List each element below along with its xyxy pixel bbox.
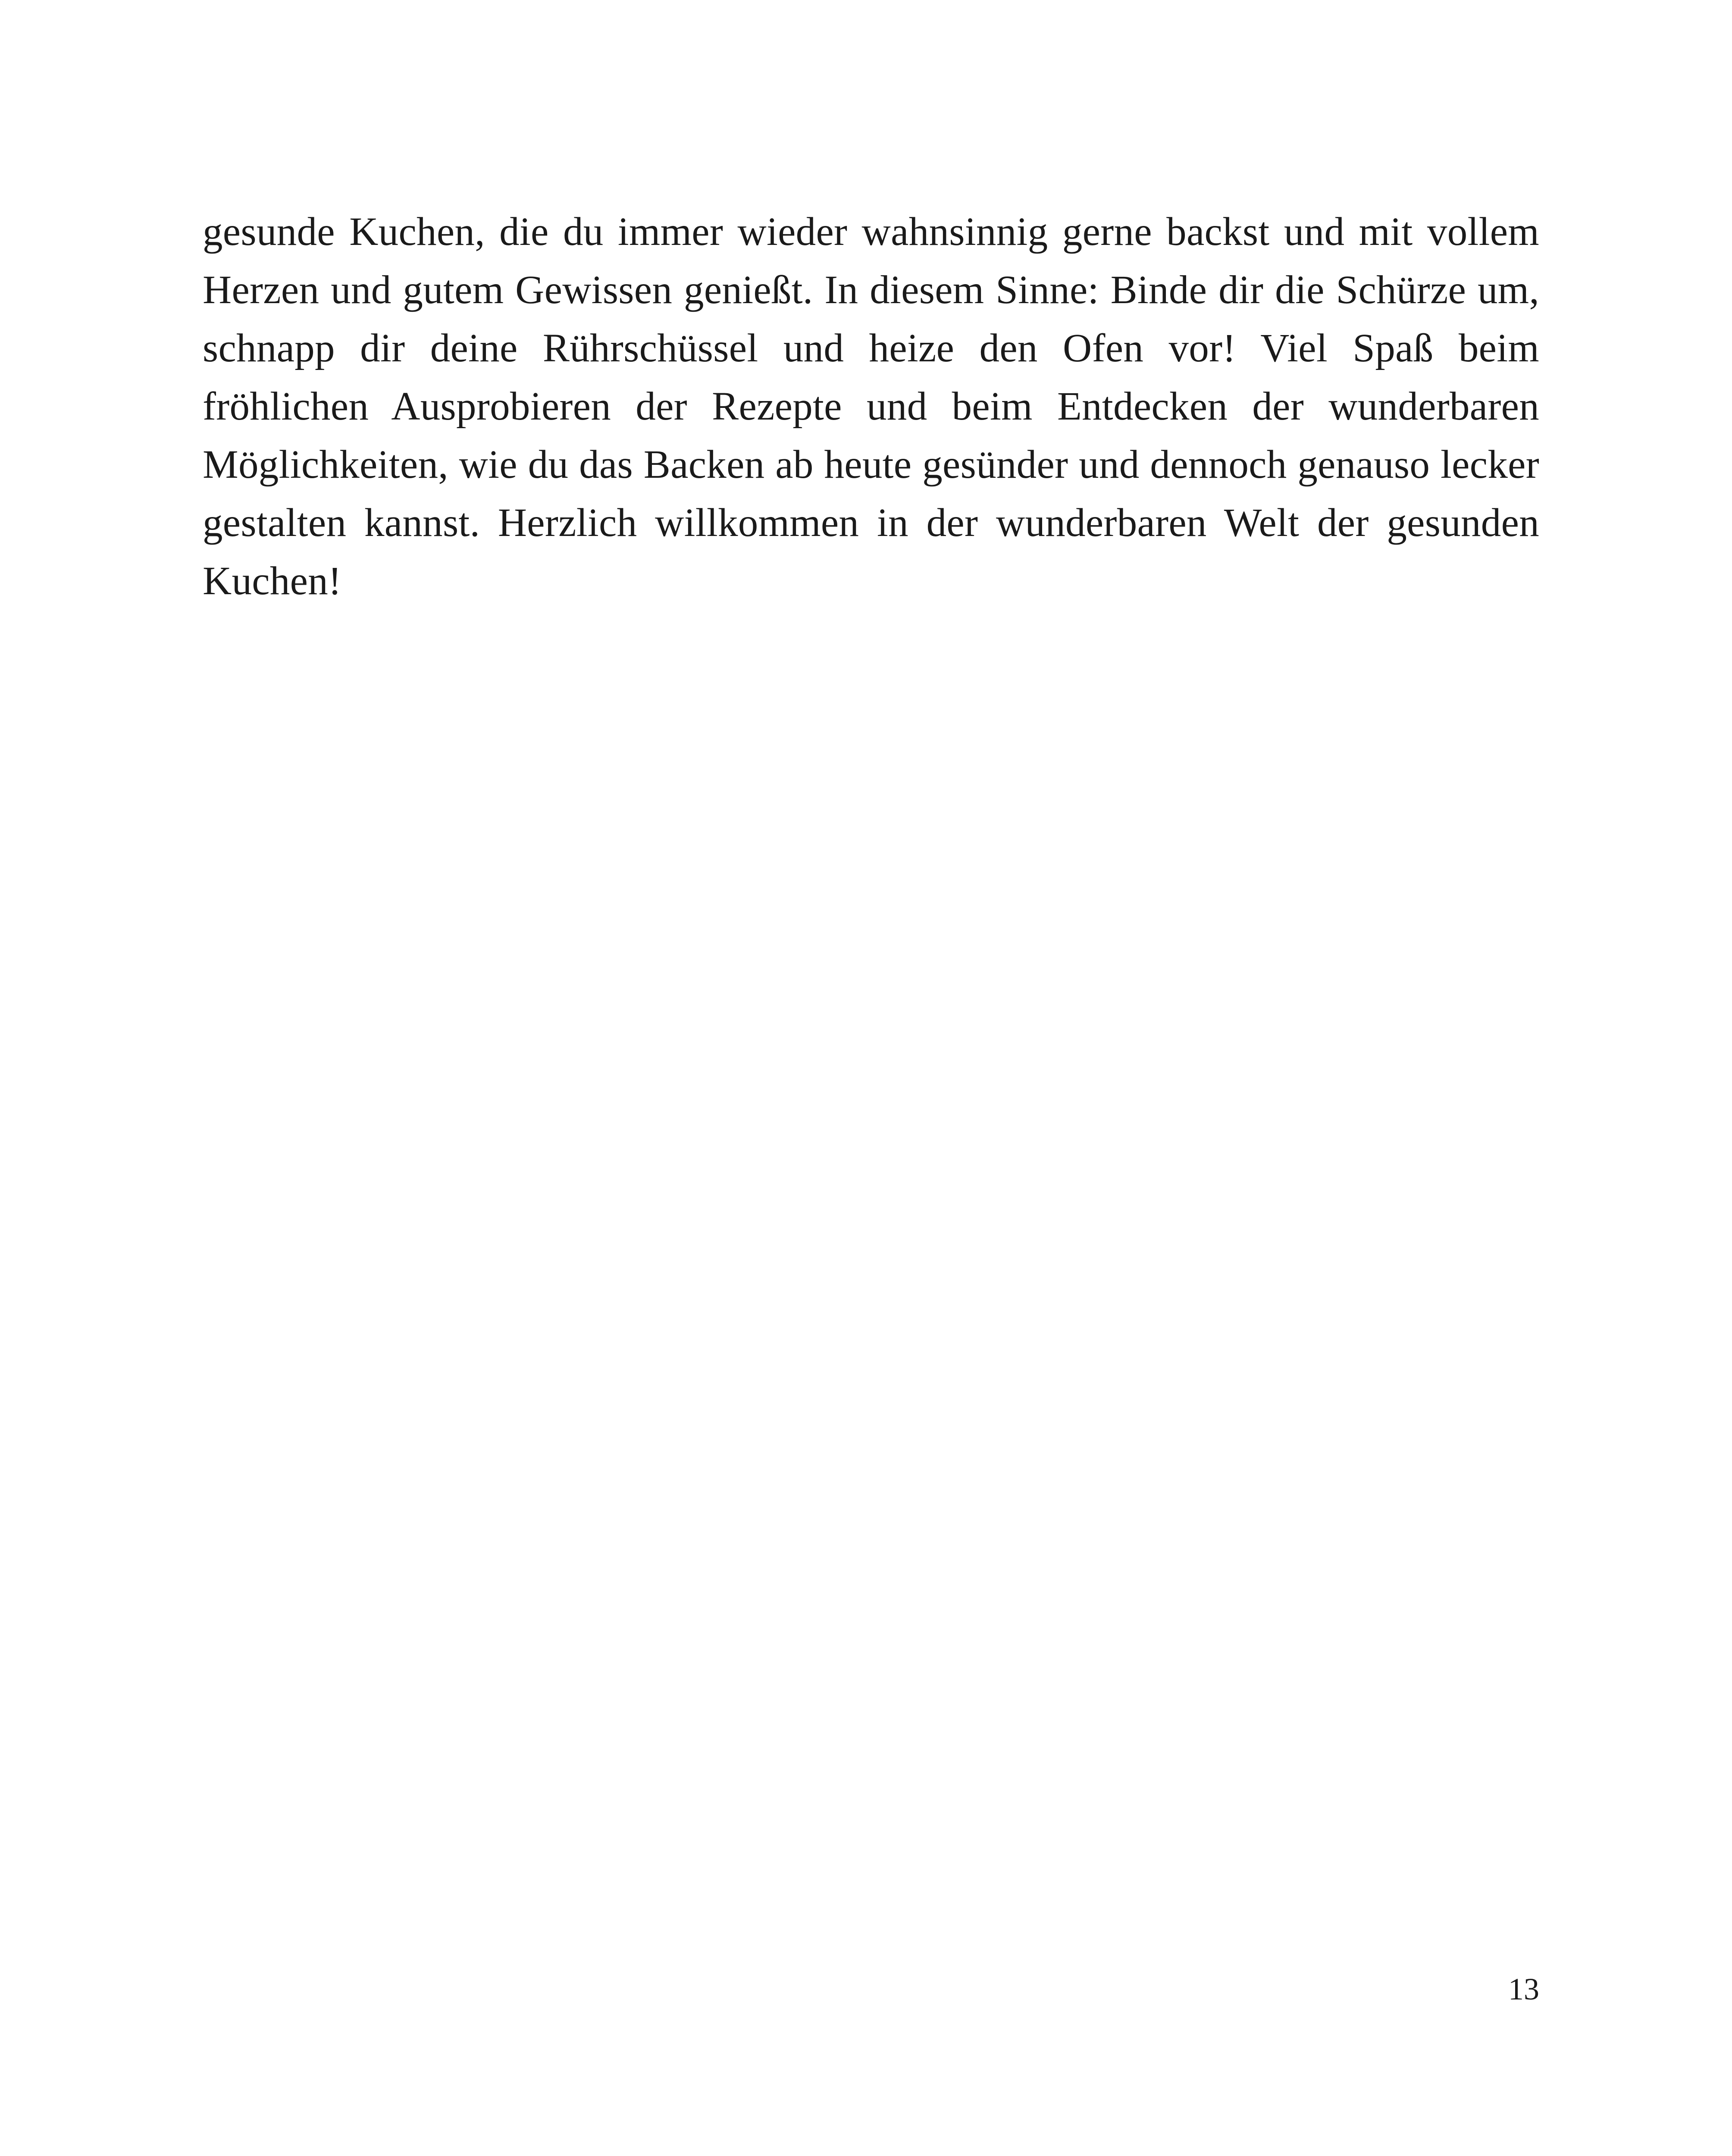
body-paragraph: gesunde Kuchen, die du immer wieder wahnsinnig gerne backst und mit vollem Herzen und gutem Gewissen genießt. In diesem Sinne: Binde dir die Schürze um, schnapp dir deine Rührschüssel und heize den Ofen vor! Viel Spaß beim fröhlichen Ausprobieren der Rezepte und beim Entdecken der wunderbaren Möglichkeiten, wie du das Backen ab heute gesünder und dennoch genauso lecker gestalten kannst. Herzlich willkommen in der wunderbaren Welt der gesunden Kuchen! [203, 210, 1539, 603]
page-number: 13 [1508, 1972, 1539, 2006]
